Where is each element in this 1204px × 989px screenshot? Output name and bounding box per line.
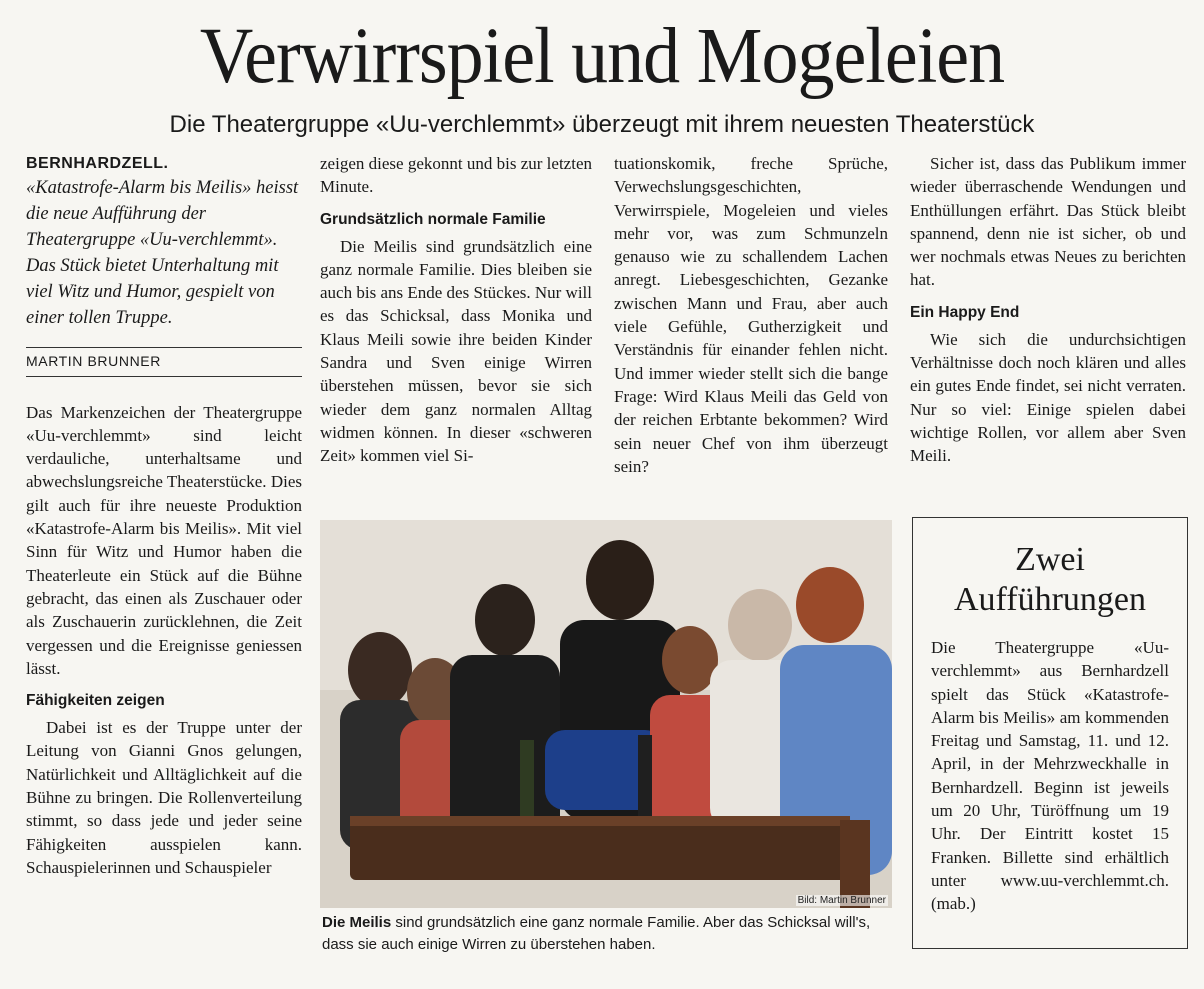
body-paragraph-3-cont: tuationskomik, freche Sprüche, Verwechslungsgeschichten, Verwirrspiele, Mogeleien und vieles mehr vor, was zum Schmunzeln genauso wie zu schallendem Lachen anregt. Liebesgeschichten, Gezanke zwischen Mann und Frau, aber auch viele Gefühle, Gutherzigkeit und Verständnis für einander fehlen nicht. Und immer wieder stellt sich die bange Frage: Wird Klaus Meili das Geld von der reichen Erbtante bekommen? Wird sein neuer Chef von ihm überzeugt sein? xyxy=(614,154,888,476)
column-3 xyxy=(614,152,888,478)
body-paragraph-5: Wie sich die undurchsichtigen Verhältnisse doch noch klären und alles ein gutes Ende findet, sei nicht verraten. Nur so viel: Einige spielen dabei wichtige Rollen, vor allem aber Sven Meili. xyxy=(910,329,1186,466)
info-box-title: Zwei Aufführungen xyxy=(954,541,1146,618)
body-paragraph-2: Dabei ist es der Truppe unter der Leitung von Gianni Gnos gelungen, Natürlichkeit und Alltäglichkeit auf die Bühne zu bringen. Die Rollenverteilung stimmt, so dass jede und jeder seine Fähigkeiten ausspielen kann. Schauspielerinnen und Schauspieler xyxy=(26,718,302,877)
subtitle-happy-end: Ein Happy End xyxy=(910,303,1020,321)
body-paragraph-2-cont: zeigen diese gekonnt und bis zur letzten Minute. xyxy=(320,154,592,197)
subheadline: Die Theatergruppe «Uu-verchlemmt» überzeugt mit ihrem neuesten Theaterstück xyxy=(169,111,1035,138)
body-paragraph-3: Die Meilis sind grundsätzlich eine ganz normale Familie. Dies bleiben sie auch bis ans Ende des Stückes. Nur will es das Schicksal, dass Monika und Klaus Meili sowie ihre beiden Kinder Sandra und Sven einige Wirren überstehen müssen, bevor sie sich wieder dem ganz normalen Alltag widmen können. In dieser «schweren Zeit» kommen viel Si- xyxy=(320,236,592,466)
photo-caption xyxy=(322,912,892,956)
column-2 xyxy=(320,152,592,468)
dateline: BERNHARDZELL. xyxy=(26,155,169,172)
article-photo xyxy=(320,520,892,908)
photo-illustration xyxy=(320,520,892,908)
photo-credit: Bild: Martin Brunner xyxy=(797,895,886,906)
info-box xyxy=(912,517,1188,949)
spacer xyxy=(26,377,302,401)
body-paragraph-4: Sicher ist, dass das Publikum immer wieder überraschende Wendungen und Enthüllungen erfährt. Das Stück bleibt spannend, denn nie ist sicher, ob und wer nochmals etwas Neues zu berichten hat. xyxy=(910,154,1186,290)
body-paragraph-1: Das Markenzeichen der Theatergruppe «Uu-verchlemmt» sind leicht verdauliche, unterhaltsame und abwechslungsreiche Theaterstücke. Dies gilt auch für ihre neueste Produktion «Katastrofe-Alarm bis Meilis». Mit viel Sinn für Witz und Humor haben die Theaterleute ein Stück auf die Bühne gebracht, das einen als Zuschauer oder als Zuschauerin zurücklehnen, die Zeit vergessen und die Ereignisse geniessen lässt. xyxy=(26,402,302,678)
column-4 xyxy=(910,152,1186,468)
caption-bold: Die Meilis xyxy=(322,914,392,931)
subtitle-familie: Grundsätzlich normale Familie xyxy=(320,210,546,228)
headline: Verwirrspiel und Mogeleien xyxy=(199,11,1005,101)
lead-paragraph: «Katastrofe-Alarm bis Meilis» heisst die neue Aufführung der Theatergruppe «Uu-verchlemmt». Das Stück bietet Unterhaltung mit viel Witz und Humor, gespielt von einer tollen Truppe. xyxy=(26,178,299,329)
subtitle-faehigkeiten: Fähigkeiten zeigen xyxy=(26,692,165,710)
author-byline: MARTIN BRUNNER xyxy=(26,348,302,376)
column-1 xyxy=(26,152,302,879)
caption-text: sind grundsätzlich eine ganz normale Familie. Aber das Schicksal will's, dass sie auch einige Wirren zu überstehen haben. xyxy=(322,914,871,953)
info-box-text: Die Theatergruppe «Uu-verchlemmt» aus Bernhardzell spielt das Stück «Katastrofe-Alarm bis Meilis» am kommenden Freitag und Samstag, 11. und 12. April, in der Mehrzweckhalle in Bernhardzell. Beginn ist jeweils um 20 Uhr, Türöffnung um 19 Uhr. Der Eintritt kostet 15 Franken. Billette sind erhältlich unter www.uu-verchlemmt.ch. (mab.) xyxy=(931,638,1169,914)
